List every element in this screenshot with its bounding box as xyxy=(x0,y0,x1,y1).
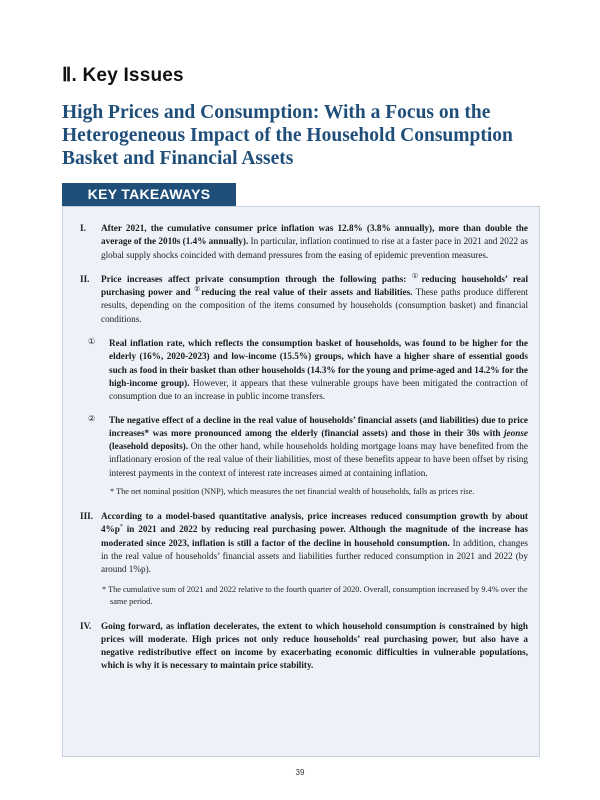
key-takeaways-label: KEY TAKEAWAYS xyxy=(62,183,236,206)
item-bold-text: Real inflation rate, which reflects the consumption basket of households, was found to be higher for the elderly (16%, 2020-2023) and low-income (15.5%) groups, which have a higher share of essential goods such as food in their basket than other households (14.3% for the young and prime-aged and 14.2% for the high-income group). xyxy=(109,338,528,388)
item-number: IV. xyxy=(80,620,92,631)
item-text: In particular, inflation continued to rise at a faster pace in 2021 and 2022 as global supply shocks coincided with demand pressures from the easing of epidemic prevention measures. xyxy=(101,236,529,260)
item-number: I. xyxy=(80,223,86,233)
item-bold-text: According to a model-based quantitative analysis, price increases reduced consumption growth by about 4%p xyxy=(101,511,528,535)
footnote: * The cumulative sum of 2021 and 2022 relative to the fourth quarter of 2020. Overall, consumption increased by 9.4% over the same period. xyxy=(102,584,528,606)
item-number: II. xyxy=(80,273,90,284)
item-text: In addition, changes in the real value of households’ financial assets and liabilities further reduced consumption in 2021 and 2022 (by around 1%p). xyxy=(101,537,528,575)
footnote-marker: * xyxy=(119,524,123,531)
takeaway-item-3 xyxy=(80,510,528,576)
item-italic-text: jeonse xyxy=(504,427,528,438)
item-number: III. xyxy=(80,511,94,522)
circled-two-icon: ② xyxy=(88,413,96,423)
item-bold-text: reducing the real value of their assets and liabilities. xyxy=(201,287,413,298)
item-bold-text: (leasehold deposits). xyxy=(109,441,189,452)
circled-one-icon: ① xyxy=(411,271,422,280)
item-text: These paths produce different results, depending on the composition of the items consumed by households (consumption basket) and financial conditions. xyxy=(101,287,529,324)
section-heading: Ⅱ. Key Issues xyxy=(62,65,184,86)
item-text: However, it appears that these vulnerable groups have been mitigated the contraction of consumption due to an increase in public income transfers. xyxy=(109,377,528,402)
takeaways-content xyxy=(80,222,528,684)
takeaway-item-2 xyxy=(80,273,528,326)
takeaway-item-4 xyxy=(80,620,528,673)
takeaway-subitem-2 xyxy=(88,414,528,480)
item-bold-text: Price increases affect private consumption through the following paths: xyxy=(101,273,412,284)
takeaway-item-1 xyxy=(80,222,528,262)
page-number: 39 xyxy=(295,768,305,777)
item-bold-text: After 2021, the cumulative consumer price inflation was 12.8% (3.8% annually), more than double the average of the 2010s (1.4% annually). xyxy=(101,223,528,247)
page-title: High Prices and Consumption: With a Focus on the Heterogeneous Impact of the Household Consumption Basket and Financial Assets xyxy=(62,102,513,169)
circled-two-icon: ② xyxy=(193,285,202,294)
item-bold-text: Going forward, as inflation decelerates, the extent to which household consumption is constrained by high prices will moderate. High prices not only reduce households’ real purchasing power, but also have a negative redistributive effect on income by exacerbating economic difficulties in vulnerable populations, which is why it is necessary to maintain price stability. xyxy=(101,620,528,671)
footnote: * The net nominal position (NNP), which measures the net financial wealth of households, falls as prices rise. xyxy=(110,487,475,497)
item-bold-text: reducing households’ real purchasing power and xyxy=(101,273,528,298)
circled-one-icon: ① xyxy=(88,337,96,347)
takeaway-subitem-1 xyxy=(88,337,528,403)
item-bold-text: in 2021 and 2022 by reducing real purchasing power. Although the magnitude of the increase has moderated since 2023, inflation is still a factor of the decline in household consumption. xyxy=(101,524,528,548)
item-bold-text: The negative effect of a decline in the real value of households’ financial assets (and liabilities) due to price increases* was more pronounced among the elderly (financial assets) and those in their 30s with xyxy=(109,414,528,438)
item-text: On the other hand, while households holding mortgage loans may have benefited from the inflationary erosion of the real value of their liabilities, most of these benefits appear to have been offset by rising interest payments in the context of interest rate increases aimed at containing inflation. xyxy=(109,441,528,478)
